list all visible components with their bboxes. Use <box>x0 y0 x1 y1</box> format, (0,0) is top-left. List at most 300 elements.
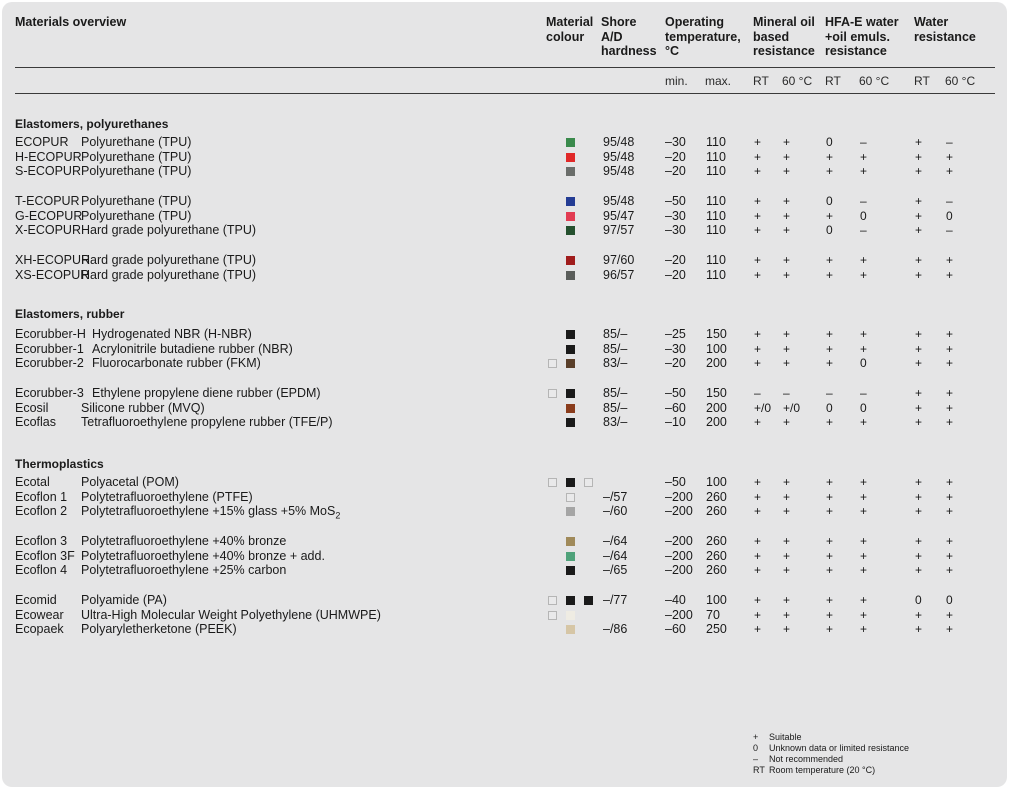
temp-min: –200 <box>665 490 693 504</box>
shore-hardness: 83/– <box>603 415 628 429</box>
mineral-rt: + <box>754 563 762 577</box>
material-colour-swatch <box>566 404 575 413</box>
subheader-water-rt: RT <box>914 74 930 88</box>
hfa-60c: + <box>860 593 868 607</box>
material-code: Ecoflas <box>15 415 56 429</box>
temp-max: 260 <box>706 490 727 504</box>
header-hfa-water: HFA-E water +oil emuls. resistance <box>825 15 899 58</box>
material-description: Ethylene propylene diene rubber (EPDM) <box>92 386 321 400</box>
mineral-60c: + <box>783 327 791 341</box>
water-rt: + <box>915 490 923 504</box>
material-colour-swatch <box>566 167 575 176</box>
hfa-rt: + <box>826 504 834 518</box>
material-colour-swatch <box>566 359 575 368</box>
legend-symbol: + <box>753 732 759 742</box>
water-rt: + <box>915 150 923 164</box>
hfa-60c: + <box>860 563 868 577</box>
header-water-resistance: Water resistance <box>914 15 976 44</box>
material-colour-swatch <box>566 493 575 502</box>
temp-max: 110 <box>706 253 726 267</box>
water-60c: + <box>946 622 954 636</box>
shore-hardness: 85/– <box>603 327 628 341</box>
hfa-rt: + <box>826 268 834 282</box>
shore-hardness: –/64 <box>603 549 628 563</box>
material-description: Ultra-High Molecular Weight Polyethylene (UHMWPE) <box>81 608 381 622</box>
mineral-rt: + <box>754 253 762 267</box>
material-description: Polyamide (PA) <box>81 593 167 607</box>
hfa-60c: + <box>860 327 868 341</box>
hfa-rt: + <box>826 209 834 223</box>
material-colour-swatch <box>548 478 557 487</box>
material-code: Ecowear <box>15 608 64 622</box>
material-description: Fluorocarbonate rubber (FKM) <box>92 356 261 370</box>
material-colour-swatch <box>566 212 575 221</box>
material-code: S-ECOPUR <box>15 164 81 178</box>
material-code: Ecoflon 2 <box>15 504 68 518</box>
mineral-60c: + <box>783 563 791 577</box>
mineral-rt: + <box>754 209 762 223</box>
water-rt: + <box>915 135 923 149</box>
subscript: 2 <box>335 510 341 521</box>
water-60c: + <box>946 415 954 429</box>
temp-min: –20 <box>665 253 686 267</box>
water-rt: + <box>915 356 923 370</box>
mineral-rt: + <box>754 608 762 622</box>
section-title: Thermoplastics <box>15 457 104 471</box>
mineral-rt: +/0 <box>754 401 772 415</box>
shore-hardness: 83/– <box>603 356 628 370</box>
hfa-60c: + <box>860 622 868 636</box>
shore-hardness: 95/48 <box>603 194 635 208</box>
shore-hardness: 85/– <box>603 342 628 356</box>
shore-hardness: –/86 <box>603 622 628 636</box>
material-description: Polytetrafluoroethylene (PTFE) <box>81 490 253 504</box>
material-description: Hard grade polyurethane (TPU) <box>81 253 257 267</box>
mineral-60c: + <box>783 490 791 504</box>
subheader-water-60c: 60 °C <box>945 74 976 88</box>
mineral-rt: + <box>754 150 762 164</box>
header-material-colour: Material colour <box>546 15 594 44</box>
shore-hardness: 97/60 <box>603 253 635 267</box>
hfa-rt: + <box>826 415 834 429</box>
temp-max: 250 <box>706 622 727 636</box>
hfa-rt: + <box>826 253 834 267</box>
water-rt: + <box>915 475 923 489</box>
material-code: Ecosil <box>15 401 49 415</box>
legend-text: Room temperature (20 °C) <box>769 765 876 775</box>
mineral-rt: + <box>754 268 762 282</box>
mineral-rt: + <box>754 327 762 341</box>
mineral-60c: + <box>783 253 791 267</box>
material-description: Silicone rubber (MVQ) <box>81 401 205 415</box>
legend-text: Unknown data or limited resistance <box>769 743 910 753</box>
hfa-rt: + <box>826 327 834 341</box>
mineral-60c: + <box>783 342 791 356</box>
temp-max: 110 <box>706 209 726 223</box>
temp-max: 260 <box>706 563 727 577</box>
shore-hardness: –/64 <box>603 534 628 548</box>
material-code: Ecoflon 4 <box>15 563 68 577</box>
water-rt: + <box>915 622 923 636</box>
temp-min: –25 <box>665 327 686 341</box>
temp-min: –50 <box>665 386 686 400</box>
shore-hardness: –/60 <box>603 504 628 518</box>
temp-min: –60 <box>665 622 686 636</box>
mineral-60c: + <box>783 475 791 489</box>
legend-symbol: RT <box>753 765 765 775</box>
hfa-60c: – <box>860 386 867 400</box>
water-rt: + <box>915 253 923 267</box>
water-60c: + <box>946 608 954 622</box>
material-code: XH-ECOPUR <box>15 253 91 267</box>
temp-max: 100 <box>706 475 727 489</box>
hfa-60c: + <box>860 268 868 282</box>
shore-hardness: –/65 <box>603 563 628 577</box>
temp-min: –30 <box>665 135 686 149</box>
temp-max: 200 <box>706 415 727 429</box>
mineral-60c: + <box>783 549 791 563</box>
shore-hardness: 95/48 <box>603 164 635 178</box>
material-colour-swatch <box>566 389 575 398</box>
hfa-rt: + <box>826 475 834 489</box>
materials-panel <box>2 2 1007 787</box>
material-code: ECOPUR <box>15 135 69 149</box>
material-description: Polytetrafluoroethylene +40% bronze <box>81 534 287 548</box>
material-colour-swatch <box>566 256 575 265</box>
mineral-60c: + <box>783 534 791 548</box>
water-60c: – <box>946 135 953 149</box>
mineral-60c: + <box>783 150 791 164</box>
temp-min: –20 <box>665 150 686 164</box>
water-60c: + <box>946 327 954 341</box>
hfa-rt: + <box>826 608 834 622</box>
material-code: G-ECOPUR <box>15 209 83 223</box>
section-title: Elastomers, rubber <box>15 307 125 321</box>
shore-hardness: 85/– <box>603 401 628 415</box>
water-rt: + <box>915 386 923 400</box>
mineral-60c: + <box>783 268 791 282</box>
temp-max: 200 <box>706 356 727 370</box>
shore-hardness: 95/48 <box>603 135 635 149</box>
hfa-60c: + <box>860 342 868 356</box>
water-60c: + <box>946 534 954 548</box>
header-rule-bottom <box>15 93 995 94</box>
mineral-60c: + <box>783 164 791 178</box>
header-operating-temperature: Operating temperature, °C <box>665 15 741 58</box>
temp-max: 110 <box>706 150 726 164</box>
material-description: Polyurethane (TPU) <box>81 164 192 178</box>
mineral-rt: + <box>754 534 762 548</box>
mineral-60c: + <box>783 194 791 208</box>
material-colour-swatch <box>566 596 575 605</box>
mineral-rt: + <box>754 490 762 504</box>
hfa-60c: + <box>860 549 868 563</box>
water-rt: + <box>915 534 923 548</box>
temp-max: 110 <box>706 268 726 282</box>
material-colour-swatch <box>566 271 575 280</box>
water-rt: + <box>915 164 923 178</box>
water-rt: + <box>915 223 923 237</box>
water-rt: 0 <box>915 593 922 607</box>
material-colour-swatch <box>566 537 575 546</box>
material-description: Polyurethane (TPU) <box>81 150 192 164</box>
water-60c: 0 <box>946 209 953 223</box>
water-60c: + <box>946 475 954 489</box>
material-code: Ecotal <box>15 475 50 489</box>
hfa-rt: 0 <box>826 401 833 415</box>
temp-min: –30 <box>665 209 686 223</box>
mineral-rt: + <box>754 504 762 518</box>
hfa-rt: 0 <box>826 135 833 149</box>
water-60c: + <box>946 342 954 356</box>
header-mineral-oil: Mineral oil based resistance <box>753 15 815 58</box>
mineral-60c: + <box>783 356 791 370</box>
water-rt: + <box>915 608 923 622</box>
section-title: Elastomers, polyurethanes <box>15 117 169 131</box>
material-code: X-ECOPUR <box>15 223 81 237</box>
material-code: Ecorubber-2 <box>15 356 84 370</box>
hfa-rt: 0 <box>826 194 833 208</box>
material-description: Polytetrafluoroethylene +40% bronze + add. <box>81 549 325 563</box>
material-code: Ecomid <box>15 593 57 607</box>
subheader-max: max. <box>705 74 732 88</box>
mineral-60c: + <box>783 608 791 622</box>
shore-hardness: 96/57 <box>603 268 635 282</box>
shore-hardness: –/77 <box>603 593 628 607</box>
material-colour-swatch <box>566 611 575 620</box>
material-description: Acrylonitrile butadiene rubber (NBR) <box>92 342 293 356</box>
material-code: XS-ECOPUR <box>15 268 90 282</box>
hfa-60c: + <box>860 253 868 267</box>
mineral-60c: – <box>783 386 790 400</box>
mineral-rt: + <box>754 549 762 563</box>
water-rt: + <box>915 415 923 429</box>
hfa-60c: 0 <box>860 356 867 370</box>
temp-max: 100 <box>706 342 727 356</box>
hfa-60c: 0 <box>860 209 867 223</box>
hfa-60c: – <box>860 223 867 237</box>
material-code: T-ECOPUR <box>15 194 80 208</box>
material-colour-swatch <box>566 507 575 516</box>
hfa-rt: + <box>826 593 834 607</box>
mineral-60c: + <box>783 223 791 237</box>
hfa-rt: + <box>826 164 834 178</box>
material-description: Polyurethane (TPU) <box>81 135 192 149</box>
temp-max: 100 <box>706 593 727 607</box>
mineral-rt: + <box>754 194 762 208</box>
water-rt: + <box>915 504 923 518</box>
material-colour-swatch <box>566 197 575 206</box>
temp-max: 150 <box>706 327 727 341</box>
temp-min: –200 <box>665 563 693 577</box>
temp-min: –60 <box>665 401 686 415</box>
hfa-60c: + <box>860 475 868 489</box>
hfa-60c: – <box>860 135 867 149</box>
hfa-60c: + <box>860 490 868 504</box>
water-60c: + <box>946 253 954 267</box>
hfa-60c: – <box>860 194 867 208</box>
hfa-60c: 0 <box>860 401 867 415</box>
hfa-rt: + <box>826 342 834 356</box>
mineral-rt: + <box>754 415 762 429</box>
mineral-rt: + <box>754 622 762 636</box>
water-60c: – <box>946 194 953 208</box>
mineral-rt: + <box>754 356 762 370</box>
hfa-60c: + <box>860 504 868 518</box>
water-rt: + <box>915 209 923 223</box>
material-colour-swatch <box>566 153 575 162</box>
hfa-rt: + <box>826 490 834 504</box>
temp-max: 110 <box>706 223 726 237</box>
hfa-60c: + <box>860 150 868 164</box>
material-description: Hard grade polyurethane (TPU) <box>81 268 257 282</box>
water-60c: + <box>946 549 954 563</box>
material-colour-swatch <box>548 359 557 368</box>
temp-min: –50 <box>665 194 686 208</box>
shore-hardness: 95/47 <box>603 209 635 223</box>
mineral-rt: + <box>754 164 762 178</box>
temp-min: –200 <box>665 608 693 622</box>
temp-max: 70 <box>706 608 720 622</box>
material-code: Ecorubber-1 <box>15 342 84 356</box>
hfa-rt: + <box>826 534 834 548</box>
material-code: Ecorubber-3 <box>15 386 84 400</box>
material-colour-swatch <box>566 418 575 427</box>
material-description: Polyaryletherketone (PEEK) <box>81 622 237 636</box>
material-description: Hard grade polyurethane (TPU) <box>81 223 257 237</box>
temp-max: 260 <box>706 549 727 563</box>
mineral-rt: + <box>754 475 762 489</box>
mineral-60c: + <box>783 415 791 429</box>
mineral-60c: +/0 <box>783 401 801 415</box>
subheader-mineral-60c: 60 °C <box>782 74 813 88</box>
hfa-60c: + <box>860 608 868 622</box>
water-60c: + <box>946 490 954 504</box>
material-colour-swatch <box>566 625 575 634</box>
mineral-rt: + <box>754 593 762 607</box>
hfa-rt: + <box>826 150 834 164</box>
water-rt: + <box>915 549 923 563</box>
mineral-60c: + <box>783 504 791 518</box>
water-60c: 0 <box>946 593 953 607</box>
table-title: Materials overview <box>15 15 127 29</box>
water-rt: + <box>915 401 923 415</box>
legend-text: Suitable <box>769 732 802 742</box>
material-description: Hydrogenated NBR (H-NBR) <box>92 327 252 341</box>
material-colour-swatch <box>566 138 575 147</box>
material-colour-swatch <box>566 552 575 561</box>
water-60c: + <box>946 268 954 282</box>
material-colour-swatch <box>548 611 557 620</box>
mineral-rt: + <box>754 135 762 149</box>
temp-max: 150 <box>706 386 727 400</box>
material-colour-swatch <box>584 596 593 605</box>
temp-min: –10 <box>665 415 686 429</box>
material-colour-swatch <box>548 389 557 398</box>
material-colour-swatch <box>548 596 557 605</box>
material-description: Polytetrafluoroethylene +15% glass +5% MoS$_2$ <box>81 504 341 521</box>
mineral-rt: + <box>754 342 762 356</box>
hfa-rt: + <box>826 549 834 563</box>
material-colour-swatch <box>566 478 575 487</box>
temp-max: 200 <box>706 401 727 415</box>
material-colour-swatch <box>584 478 593 487</box>
legend-symbol: – <box>753 754 759 764</box>
material-code: Ecopaek <box>15 622 64 636</box>
subheader-hfa-60c: 60 °C <box>859 74 890 88</box>
hfa-60c: + <box>860 534 868 548</box>
temp-min: –200 <box>665 549 693 563</box>
hfa-rt: – <box>826 386 833 400</box>
water-60c: + <box>946 150 954 164</box>
hfa-60c: + <box>860 415 868 429</box>
water-rt: + <box>915 268 923 282</box>
material-description: Tetrafluoroethylene propylene rubber (TFE/P) <box>81 415 333 429</box>
hfa-60c: + <box>860 164 868 178</box>
material-code: Ecorubber-H <box>15 327 86 341</box>
water-rt: + <box>915 342 923 356</box>
material-colour-swatch <box>566 330 575 339</box>
temp-max: 110 <box>706 164 726 178</box>
temp-min: –200 <box>665 504 693 518</box>
header-rule-top <box>15 67 995 68</box>
hfa-rt: + <box>826 563 834 577</box>
shore-hardness: 95/48 <box>603 150 635 164</box>
hfa-rt: + <box>826 622 834 636</box>
temp-min: –20 <box>665 164 686 178</box>
material-description: Polyurethane (TPU) <box>81 209 192 223</box>
water-rt: + <box>915 194 923 208</box>
water-60c: + <box>946 164 954 178</box>
temp-max: 260 <box>706 504 727 518</box>
subheader-min: min. <box>665 74 688 88</box>
material-description: Polytetrafluoroethylene +25% carbon <box>81 563 287 577</box>
subheader-hfa-rt: RT <box>825 74 841 88</box>
water-rt: + <box>915 327 923 341</box>
material-colour-swatch <box>566 566 575 575</box>
water-rt: + <box>915 563 923 577</box>
material-code: Ecoflon 3 <box>15 534 68 548</box>
material-code: Ecoflon 1 <box>15 490 68 504</box>
temp-min: –50 <box>665 475 686 489</box>
material-code: Ecoflon 3F <box>15 549 75 563</box>
temp-min: –200 <box>665 534 693 548</box>
temp-min: –20 <box>665 356 686 370</box>
material-description: Polyurethane (TPU) <box>81 194 192 208</box>
mineral-60c: + <box>783 593 791 607</box>
water-60c: + <box>946 386 954 400</box>
mineral-60c: + <box>783 209 791 223</box>
temp-min: –30 <box>665 342 686 356</box>
material-colour-swatch <box>566 226 575 235</box>
material-code: H-ECOPUR <box>15 150 82 164</box>
material-description: Polyacetal (POM) <box>81 475 179 489</box>
mineral-rt: – <box>754 386 761 400</box>
header-shore-hardness: Shore A/D hardness <box>601 15 657 58</box>
hfa-rt: + <box>826 356 834 370</box>
temp-max: 260 <box>706 534 727 548</box>
temp-min: –20 <box>665 268 686 282</box>
shore-hardness: –/57 <box>603 490 628 504</box>
mineral-60c: + <box>783 135 791 149</box>
temp-min: –40 <box>665 593 686 607</box>
temp-max: 110 <box>706 194 726 208</box>
water-60c: + <box>946 563 954 577</box>
temp-max: 110 <box>706 135 726 149</box>
material-colour-swatch <box>566 345 575 354</box>
temp-min: –30 <box>665 223 686 237</box>
subheader-mineral-rt: RT <box>753 74 769 88</box>
